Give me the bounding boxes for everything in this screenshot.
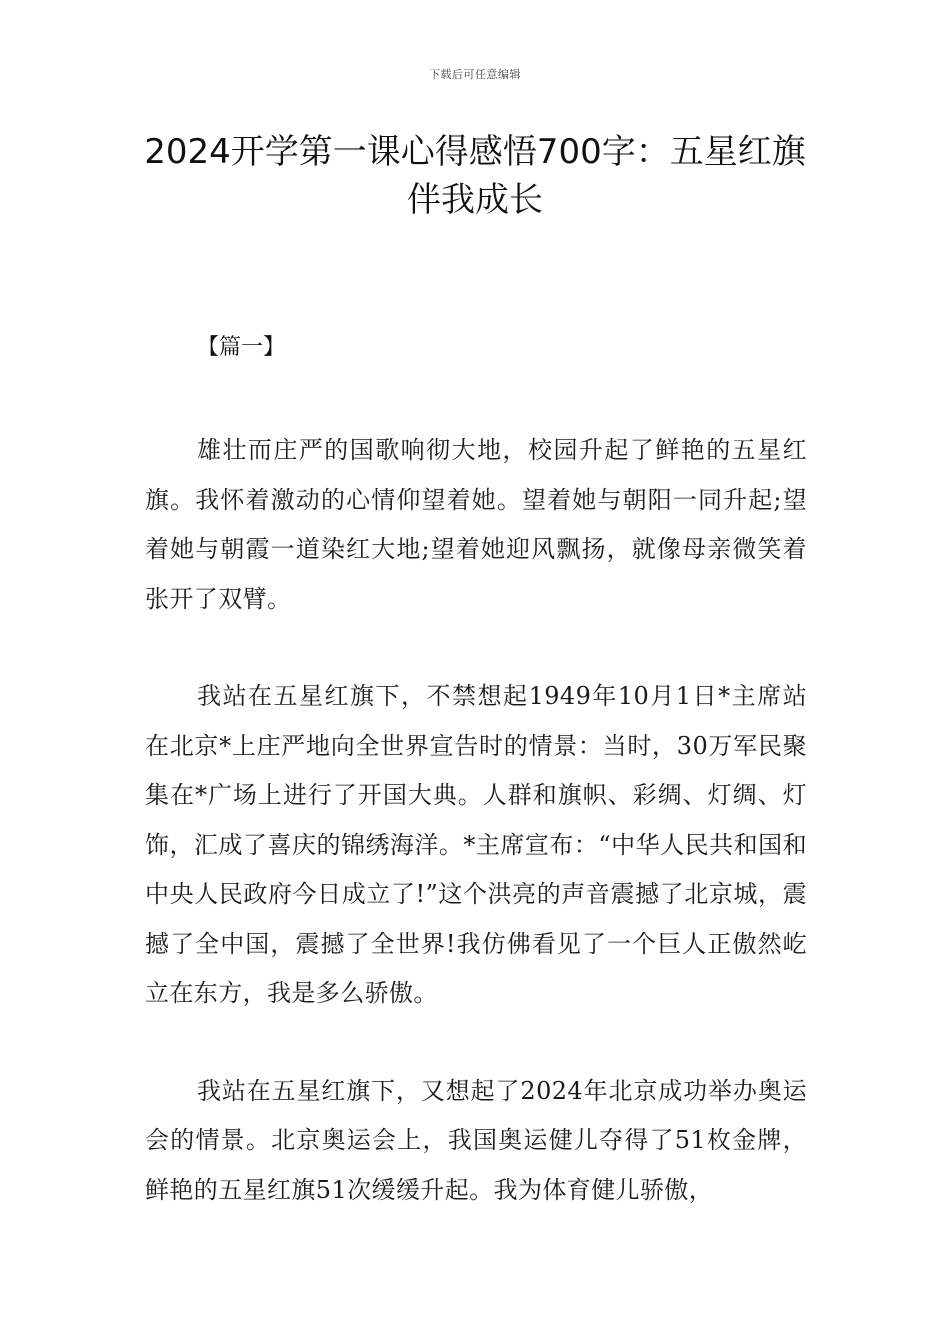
document-title: 2024开学第一课心得感悟700字：五星红旗伴我成长 xyxy=(144,132,806,220)
paragraph-3: 我站在五星红旗下，又想起了2024年北京成功举办奥运会的情景。北京奥运会上，我国奥运健儿夺得了51枚金牌，鲜艳的五星红旗51次缓缓升起。我为体育健儿骄傲， xyxy=(145,1076,807,1204)
paragraph-1: 雄壮而庄严的国歌响彻大地，校园升起了鲜艳的五星红旗。我怀着激动的心情仰望着她。望着她与朝阳一同升起;望着她与朝霞一道染红大地;望着她迎风飘扬，就像母亲微笑着张开了双臂。 xyxy=(145,436,807,613)
section-label: 【篇一】 xyxy=(197,335,286,360)
document-body xyxy=(145,426,807,1263)
header-note: 下载后可任意编辑 xyxy=(429,68,521,81)
paragraph-2: 我站在五星红旗下，不禁想起1949年10月1日*主席站在北京*上庄严地向全世界宣告时的情景：当时，30万军民聚集在*广场上进行了开国大典。人群和旗帜、彩绸、灯绸、灯饰，汇成了喜庆的锦绣海洋。*主席宣布：“中华人民共和国和中央人民政府今日成立了!”这个洪亮的声音震撼了北京城，震撼了全中国，震撼了全世界!我仿佛看见了一个巨人正傲然屹立在东方，我是多么骄傲。 xyxy=(145,682,807,1007)
